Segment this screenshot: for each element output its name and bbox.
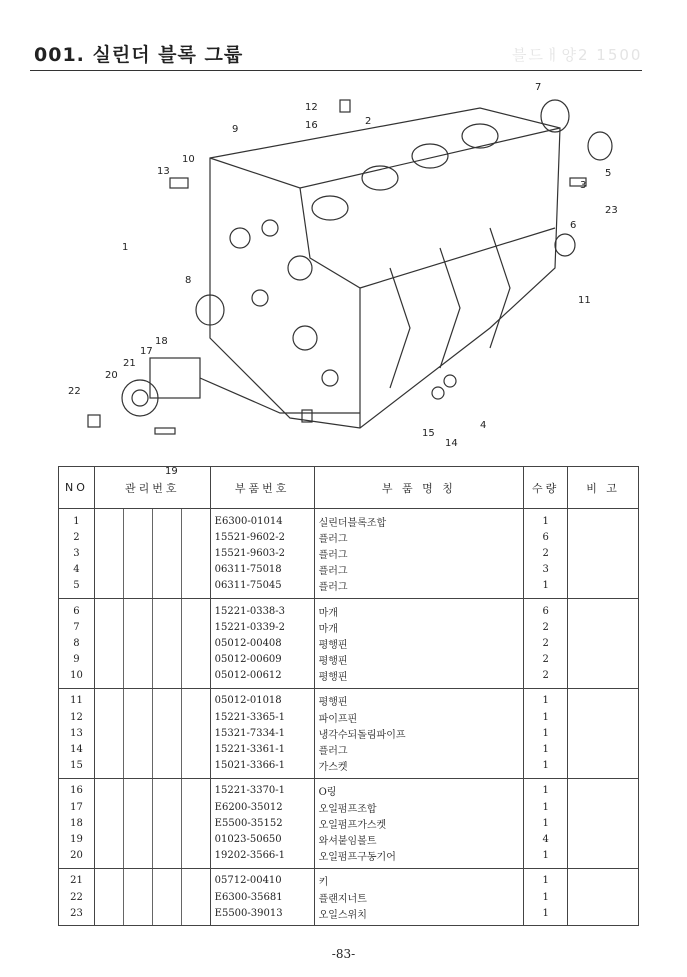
cell-note: [568, 635, 639, 651]
cell-mgmt: [94, 545, 210, 561]
cell-qty: 1: [524, 799, 568, 815]
cell-mgmt: [94, 529, 210, 545]
cell-no: 21: [59, 868, 95, 889]
cell-part-no: 15221-3370-1: [210, 778, 314, 799]
cell-part-no: 19202-3566-1: [210, 848, 314, 869]
cell-qty: 4: [524, 831, 568, 847]
cell-qty: 2: [524, 619, 568, 635]
cell-mgmt: [94, 578, 210, 599]
callout-6: 6: [570, 220, 577, 231]
callout-16: 16: [305, 120, 318, 131]
cell-no: 13: [59, 725, 95, 741]
cell-name: 오일펌프구동기어: [314, 848, 524, 869]
cell-mgmt: [94, 799, 210, 815]
cell-part-no: 15521-9602-2: [210, 529, 314, 545]
table-row: [59, 635, 639, 651]
cell-note: [568, 598, 639, 619]
cell-no: 7: [59, 619, 95, 635]
exploded-parts-diagram: [60, 82, 660, 477]
cell-note: [568, 545, 639, 561]
callout-9: 9: [232, 124, 239, 135]
table-row: [59, 831, 639, 847]
callout-20: 20: [105, 370, 118, 381]
cell-no: 8: [59, 635, 95, 651]
callout-4: 4: [480, 420, 487, 431]
cell-part-no: 15521-9603-2: [210, 545, 314, 561]
cell-note: [568, 562, 639, 578]
cell-part-no: 01023-50650: [210, 831, 314, 847]
cell-part-no: 06311-75045: [210, 578, 314, 599]
callout-17: 17: [140, 346, 153, 357]
cell-name: 플러그: [314, 545, 524, 561]
table-row: [59, 668, 639, 689]
cell-qty: 1: [524, 509, 568, 530]
cell-name: 플러그: [314, 529, 524, 545]
table-row: [59, 619, 639, 635]
cell-part-no: 05712-00410: [210, 868, 314, 889]
cell-part-no: E6200-35012: [210, 799, 314, 815]
cell-no: 15: [59, 758, 95, 779]
callout-14: 14: [445, 438, 458, 449]
cell-qty: 3: [524, 562, 568, 578]
cell-mgmt: [94, 815, 210, 831]
cell-part-no: 05012-00612: [210, 668, 314, 689]
cell-mgmt: [94, 509, 210, 530]
cell-name: 오일스위치: [314, 905, 524, 926]
table-row: [59, 652, 639, 668]
cell-qty: 1: [524, 725, 568, 741]
cell-qty: 1: [524, 688, 568, 709]
cell-part-no: 15221-0338-3: [210, 598, 314, 619]
cell-qty: 1: [524, 905, 568, 926]
cell-qty: 1: [524, 709, 568, 725]
cell-qty: 1: [524, 578, 568, 599]
cell-note: [568, 905, 639, 926]
cell-qty: 2: [524, 635, 568, 651]
diagram-callouts: [68, 82, 618, 477]
cell-no: 12: [59, 709, 95, 725]
cell-note: [568, 741, 639, 757]
cell-part-no: 06311-75018: [210, 562, 314, 578]
cell-qty: 1: [524, 868, 568, 889]
cell-part-no: 15321-7334-1: [210, 725, 314, 741]
cell-qty: 1: [524, 815, 568, 831]
cell-mgmt: [94, 905, 210, 926]
cell-name: 실린더블록조합: [314, 509, 524, 530]
cell-qty: 6: [524, 598, 568, 619]
col-header-part-no: 부품번호: [210, 467, 314, 509]
cell-note: [568, 688, 639, 709]
cell-name: 파이프핀: [314, 709, 524, 725]
cell-name: 평행핀: [314, 652, 524, 668]
cell-note: [568, 578, 639, 599]
page-number: -83-: [331, 947, 356, 961]
cell-no: 17: [59, 799, 95, 815]
cell-qty: 1: [524, 758, 568, 779]
cell-part-no: 15221-3365-1: [210, 709, 314, 725]
cell-mgmt: [94, 831, 210, 847]
cell-mgmt: [94, 848, 210, 869]
cell-name: 마개: [314, 598, 524, 619]
cell-mgmt: [94, 652, 210, 668]
cell-mgmt: [94, 635, 210, 651]
callout-7: 7: [535, 82, 542, 93]
parts-table: [58, 466, 639, 926]
cell-mgmt: [94, 668, 210, 689]
cell-part-no: 15221-3361-1: [210, 741, 314, 757]
cell-name: 플랜지너트: [314, 889, 524, 905]
cell-note: [568, 778, 639, 799]
table-row: [59, 545, 639, 561]
cell-part-no: 05012-01018: [210, 688, 314, 709]
col-header-mgmt: 관리번호: [94, 467, 210, 509]
cell-no: 14: [59, 741, 95, 757]
cell-note: [568, 815, 639, 831]
cell-mgmt: [94, 778, 210, 799]
callout-10: 10: [182, 154, 195, 165]
cell-note: [568, 652, 639, 668]
callout-18: 18: [155, 336, 168, 347]
cell-mgmt: [94, 889, 210, 905]
cell-mgmt: [94, 619, 210, 635]
faint-header-text: 블드ㅐ양2 1500: [512, 46, 643, 64]
cell-no: 1: [59, 509, 95, 530]
table-row: [59, 562, 639, 578]
table-row: [59, 578, 639, 599]
cell-no: 23: [59, 905, 95, 926]
cell-mgmt: [94, 868, 210, 889]
cell-qty: 1: [524, 778, 568, 799]
table-row: [59, 868, 639, 889]
table-row: [59, 688, 639, 709]
cell-note: [568, 668, 639, 689]
table-row: [59, 725, 639, 741]
cell-no: 6: [59, 598, 95, 619]
cell-no: 20: [59, 848, 95, 869]
callout-21: 21: [123, 358, 136, 369]
callout-1: 1: [122, 242, 129, 253]
callout-22: 22: [68, 386, 81, 397]
table-row: [59, 905, 639, 926]
cell-note: [568, 725, 639, 741]
cell-mgmt: [94, 758, 210, 779]
cell-no: 4: [59, 562, 95, 578]
cell-note: [568, 868, 639, 889]
callout-11: 11: [578, 295, 591, 306]
callout-8: 8: [185, 275, 192, 286]
cell-note: [568, 619, 639, 635]
cell-part-no: E6300-01014: [210, 509, 314, 530]
table-row: [59, 799, 639, 815]
cell-qty: 2: [524, 668, 568, 689]
cell-note: [568, 709, 639, 725]
cell-note: [568, 509, 639, 530]
cell-no: 22: [59, 889, 95, 905]
callout-5: 5: [605, 168, 612, 179]
table-row: [59, 778, 639, 799]
cell-name: 오일펌프조합: [314, 799, 524, 815]
page-title: 001. 실린더 블록 그룹: [34, 44, 244, 66]
callout-15: 15: [422, 428, 435, 439]
cell-part-no: 15021-3366-1: [210, 758, 314, 779]
callout-23: 23: [605, 205, 618, 216]
callout-2: 2: [365, 116, 372, 127]
callout-19: 19: [165, 466, 178, 477]
cell-qty: 6: [524, 529, 568, 545]
cell-mgmt: [94, 741, 210, 757]
cell-name: 플러그: [314, 562, 524, 578]
cell-name: 오일펌프가스켓: [314, 815, 524, 831]
cell-name: 평행핀: [314, 668, 524, 689]
cell-name: 냉각수되돌림파이프: [314, 725, 524, 741]
cell-note: [568, 889, 639, 905]
cell-note: [568, 799, 639, 815]
cell-qty: 2: [524, 652, 568, 668]
cell-qty: 1: [524, 848, 568, 869]
cell-mgmt: [94, 598, 210, 619]
cell-name: 플러그: [314, 578, 524, 599]
cell-part-no: 05012-00408: [210, 635, 314, 651]
cell-note: [568, 758, 639, 779]
cell-no: 3: [59, 545, 95, 561]
col-header-qty: 수량: [524, 467, 568, 509]
cell-name: 가스켓: [314, 758, 524, 779]
cell-qty: 2: [524, 545, 568, 561]
cell-no: 18: [59, 815, 95, 831]
cell-part-no: E6300-35681: [210, 889, 314, 905]
cell-qty: 1: [524, 889, 568, 905]
cell-no: 10: [59, 668, 95, 689]
cell-name: 플러그: [314, 741, 524, 757]
table-row: [59, 889, 639, 905]
table-row: [59, 815, 639, 831]
cell-mgmt: [94, 688, 210, 709]
cell-name: 와셔붙임볼트: [314, 831, 524, 847]
col-header-no: NO: [59, 467, 95, 509]
callout-13: 13: [157, 166, 170, 177]
cell-no: 19: [59, 831, 95, 847]
cell-mgmt: [94, 562, 210, 578]
cell-name: 평행핀: [314, 635, 524, 651]
cell-mgmt: [94, 725, 210, 741]
cell-no: 16: [59, 778, 95, 799]
table-row: [59, 509, 639, 530]
cell-name: O링: [314, 778, 524, 799]
cell-part-no: E5500-35152: [210, 815, 314, 831]
table-row: [59, 758, 639, 779]
col-header-name: 부 품 명 칭: [314, 467, 524, 509]
cell-qty: 1: [524, 741, 568, 757]
cell-no: 9: [59, 652, 95, 668]
callout-3: 3: [580, 180, 587, 191]
table-row: [59, 741, 639, 757]
cell-mgmt: [94, 709, 210, 725]
table-row: [59, 598, 639, 619]
cell-part-no: 15221-0339-2: [210, 619, 314, 635]
cell-no: 2: [59, 529, 95, 545]
col-header-note: 비 고: [568, 467, 639, 509]
cell-name: 마개: [314, 619, 524, 635]
cell-part-no: E5500-39013: [210, 905, 314, 926]
cell-name: 평행핀: [314, 688, 524, 709]
table-row: [59, 709, 639, 725]
cell-note: [568, 848, 639, 869]
cell-note: [568, 831, 639, 847]
cell-part-no: 05012-00609: [210, 652, 314, 668]
callout-12: 12: [305, 102, 318, 113]
table-row: [59, 529, 639, 545]
cell-note: [568, 529, 639, 545]
cell-no: 5: [59, 578, 95, 599]
cell-no: 11: [59, 688, 95, 709]
cell-name: 키: [314, 868, 524, 889]
title-rule: [30, 70, 642, 71]
cylinder-block-drawing: [88, 100, 612, 434]
table-row: [59, 848, 639, 869]
